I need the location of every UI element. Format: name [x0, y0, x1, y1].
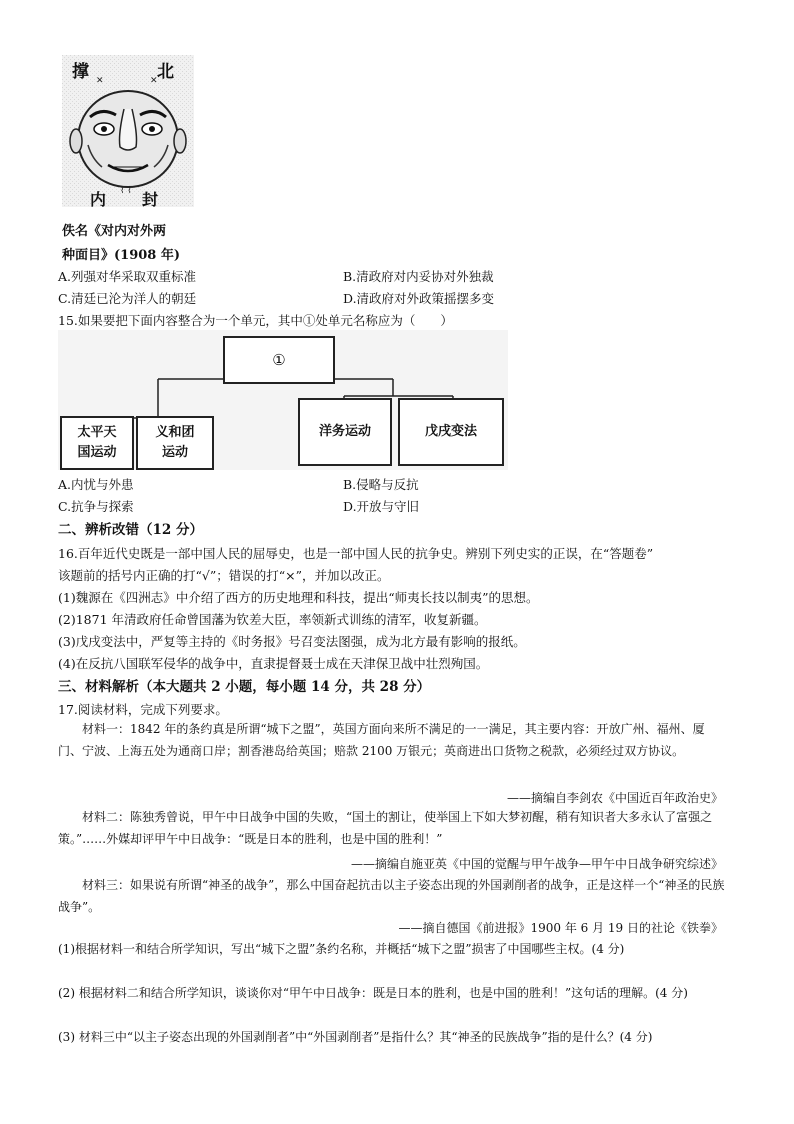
q15-question: 15.如果要把下面内容整合为一个单元，其中①处单元名称应为（ ）	[58, 313, 453, 328]
diagram-root-label: ①	[272, 351, 286, 369]
q15-option-c: C.抗争与探索	[58, 499, 134, 514]
q14-option-b: B.清政府对内妥协对外独裁	[343, 269, 494, 284]
svg-text:✕: ✕	[96, 76, 104, 86]
section3-heading: 三、材料解析（本大题共 2 小题，每小题 14 分，共 28 分）	[58, 679, 431, 695]
q17-sub-question-1: (1)根据材料一和结合所学知识，写出“城下之盟”条约名称，并概括“城下之盟”损害了中国哪些主权。(4 分)	[58, 942, 625, 956]
diagram-leaf-box-4	[398, 398, 504, 466]
diagram-leaf-3-line1: 洋务运动	[318, 424, 371, 439]
q16-text-line2: 该题前的括号内正确的打“√”；错误的打“×”，并加以改正。	[58, 568, 390, 583]
q16-item-1: (1)魏源在《四洲志》中介绍了西方的历史地理和科技，提出“师夷长技以制夷”的思想。	[58, 590, 539, 605]
svg-text:⌇ ⌇: ⌇ ⌇	[120, 186, 132, 196]
diagram-leaf-box-1	[60, 416, 134, 470]
material-3-source: ——摘自德国《前进报》1900 年 6 月 19 日的社论《铁拳》	[398, 921, 723, 935]
material-3: 材料三：如果说有所谓“神圣的战争”，那么中国奋起抗击以主子姿态出现的外国剥削者的战争，正是这样一个“神圣的民族战争”。	[58, 878, 725, 914]
cartoon-image	[62, 55, 194, 207]
q15-option-d: D.开放与守旧	[343, 499, 420, 514]
diagram-leaf-1-line1: 太平天	[77, 425, 117, 440]
q17-intro: 17.阅读材料，完成下列要求。	[58, 702, 228, 717]
unit-structure-diagram	[58, 330, 508, 470]
q15-option-b: B.侵略与反抗	[343, 477, 419, 492]
cartoon-label-bottom-right: 封	[142, 190, 159, 209]
diagram-leaf-2-line2: 运动	[161, 445, 188, 460]
q14-option-a: A.列强对华采取双重标准	[58, 269, 197, 284]
q16-item-4: (4)在反抗八国联军侵华的战争中，直隶提督聂士成在天津保卫战中壮烈殉国。	[58, 656, 489, 671]
material-2: 材料二：陈独秀曾说，甲午中日战争中国的失败，“国土的割让，使举国上下如大梦初醒，稍有知识者大多永认了富强之策。”……外媒却评甲午中日战争：“既是日本的胜利，也是中国的胜利！”	[58, 810, 713, 846]
material-1-source: ——摘编自李剑农《中国近百年政治史》	[506, 791, 723, 805]
cartoon-label-bottom-left: 内	[90, 190, 107, 209]
q16-item-3: (3)戊戌变法中，严复等主持的《时务报》号召变法图强，成为北方最有影响的报纸。	[58, 634, 526, 649]
diagram-leaf-box-3	[298, 398, 392, 466]
section2-heading: 二、辨析改错（12 分）	[58, 522, 203, 538]
diagram-leaf-box-2	[136, 416, 214, 470]
q14-option-d: D.清政府对外政策摇摆多变	[343, 291, 495, 306]
diagram-root-box	[223, 336, 335, 384]
q15-option-a: A.内忧与外患	[58, 477, 134, 492]
diagram-leaf-2-line1: 义和团	[155, 425, 195, 440]
material-2-source: ——摘编自施亚英《中国的觉醒与甲午战争—甲午中日战争研究综述》	[350, 857, 723, 871]
q14-option-c: C.清廷已沦为洋人的朝廷	[58, 291, 197, 306]
cartoon-label-top-left: 撑	[72, 62, 89, 82]
q16-item-2: (2)1871 年清政府任命曾国藩为钦差大臣，率领新式训练的清军，收复新疆。	[58, 612, 487, 627]
cartoon-caption-line1: 佚名《对内对外两	[62, 224, 167, 239]
diagram-leaf-4-line1: 戊戌变法	[424, 424, 477, 439]
cartoon-label-top-right: 北	[157, 62, 174, 82]
svg-text:✕: ✕	[150, 76, 158, 86]
q16-text-line1: 16.百年近代史既是一部中国人民的屈辱史，也是一部中国人民的抗争史。辨别下列史实的正误，在“答题卷”	[58, 546, 654, 561]
diagram-leaf-1-line2: 国运动	[77, 445, 117, 460]
material-1: 材料一：1842 年的条约真是所谓“城下之盟”，英国方面向来所不满足的一一满足，其主要内容：开放广州、福州、厦门、宁波、上海五处为通商口岸；割香港岛给英国；赔款 2100 万银元；英商进出口货物之税款，必须经过双方协议。	[58, 722, 705, 758]
q17-sub-question-2: (2) 根据材料二和结合所学知识，谈谈你对“甲午中日战争：既是日本的胜利，也是中国的胜利！”这句话的理解。(4 分)	[58, 986, 688, 1000]
q17-sub-question-3: (3) 材料三中“以主子姿态出现的外国剥削者”中“外国剥削者”是指什么？其“神圣的民族战争”指的是什么？(4 分)	[58, 1030, 653, 1044]
cartoon-caption-line2: 种面目》(1908 年)	[62, 248, 181, 263]
